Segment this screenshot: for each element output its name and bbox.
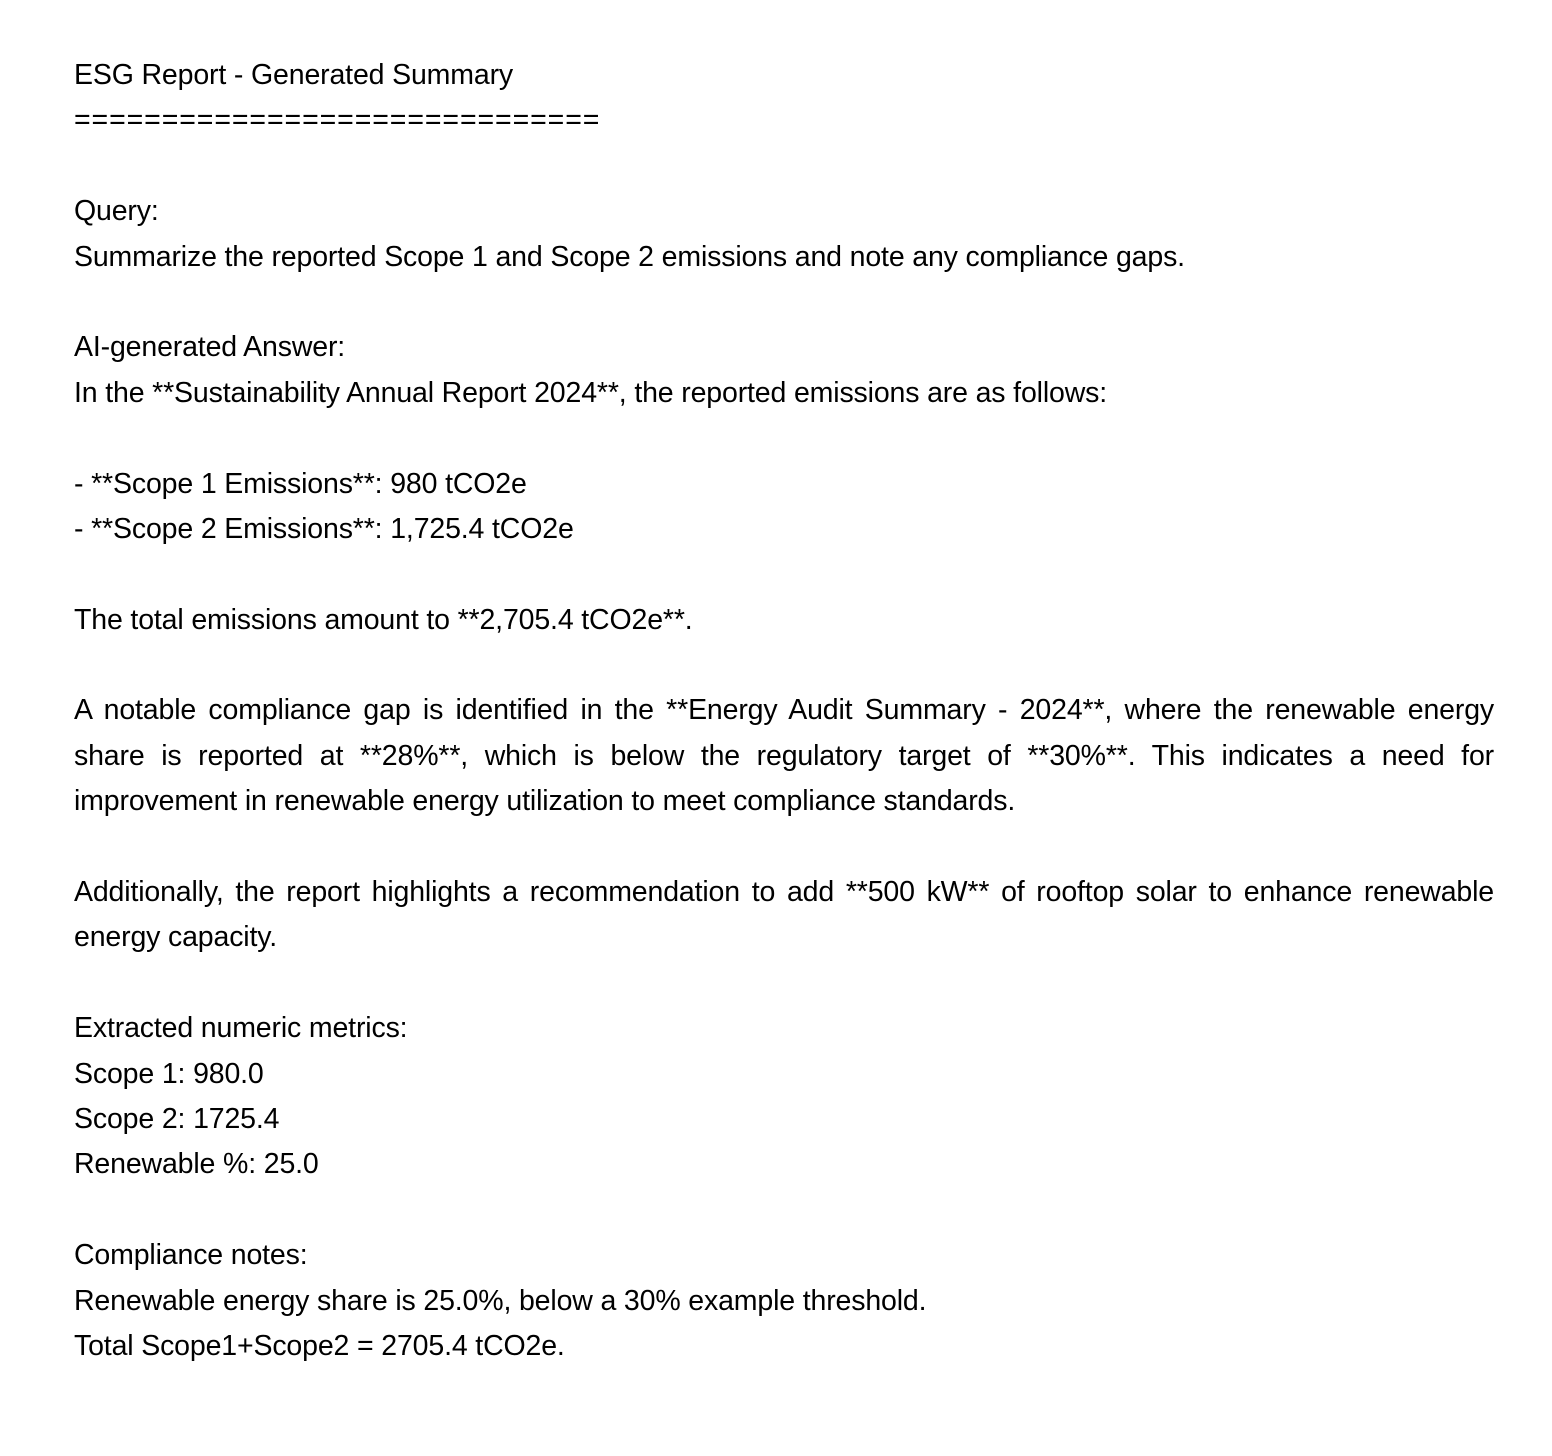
metrics-label: Extracted numeric metrics: [74, 1012, 408, 1045]
metric-renewable: Renewable %: 25.0 [74, 1148, 319, 1181]
compliance-gap-paragraph: A notable compliance gap is identified in the **Energy Audit Summary - 2024**, where the renewable energy share is reported at **28%**, which is below the regulatory target of **30%**. This indicates a need for improvement in renewable energy utilization to meet compliance standards. [74, 694, 1494, 818]
spacer [74, 280, 1494, 325]
spacer [74, 552, 1494, 597]
spacer [74, 825, 1494, 870]
recommendation-paragraph: Additionally, the report highlights a recommendation to add **500 kW** of rooftop solar to enhance renewable energy capacity. [74, 876, 1494, 954]
metric-scope1: Scope 1: 980.0 [74, 1057, 264, 1090]
report-title: ESG Report - Generated Summary [74, 59, 514, 91]
scope1-bullet: - **Scope 1 Emissions**: 980 tCO2e [74, 467, 527, 500]
spacer [74, 416, 1494, 461]
spacer [74, 643, 1494, 688]
spacer [74, 1188, 1494, 1233]
title-separator: ============================== [74, 104, 601, 137]
scope2-bullet: - **Scope 2 Emissions**: 1,725.4 tCO2e [74, 512, 574, 545]
spacer [74, 144, 1494, 189]
compliance-notes-label: Compliance notes: [74, 1239, 308, 1272]
answer-label: AI-generated Answer: [74, 331, 346, 364]
query-text: Summarize the reported Scope 1 and Scope 2 emissions and note any compliance gaps. [74, 240, 1185, 273]
metric-scope2: Scope 2: 1725.4 [74, 1103, 280, 1136]
compliance-note-renewable: Renewable energy share is 25.0%, below a 30% example threshold. [74, 1284, 927, 1317]
spacer [74, 961, 1494, 1006]
compliance-note-total: Total Scope1+Scope2 = 2705.4 tCO2e. [74, 1330, 565, 1363]
answer-intro: In the **Sustainability Annual Report 2024**, the reported emissions are as follows: [74, 376, 1108, 409]
query-label: Query: [74, 195, 159, 228]
total-emissions-text: The total emissions amount to **2,705.4 tCO2e**. [74, 603, 693, 636]
esg-report-document [74, 53, 1494, 1369]
